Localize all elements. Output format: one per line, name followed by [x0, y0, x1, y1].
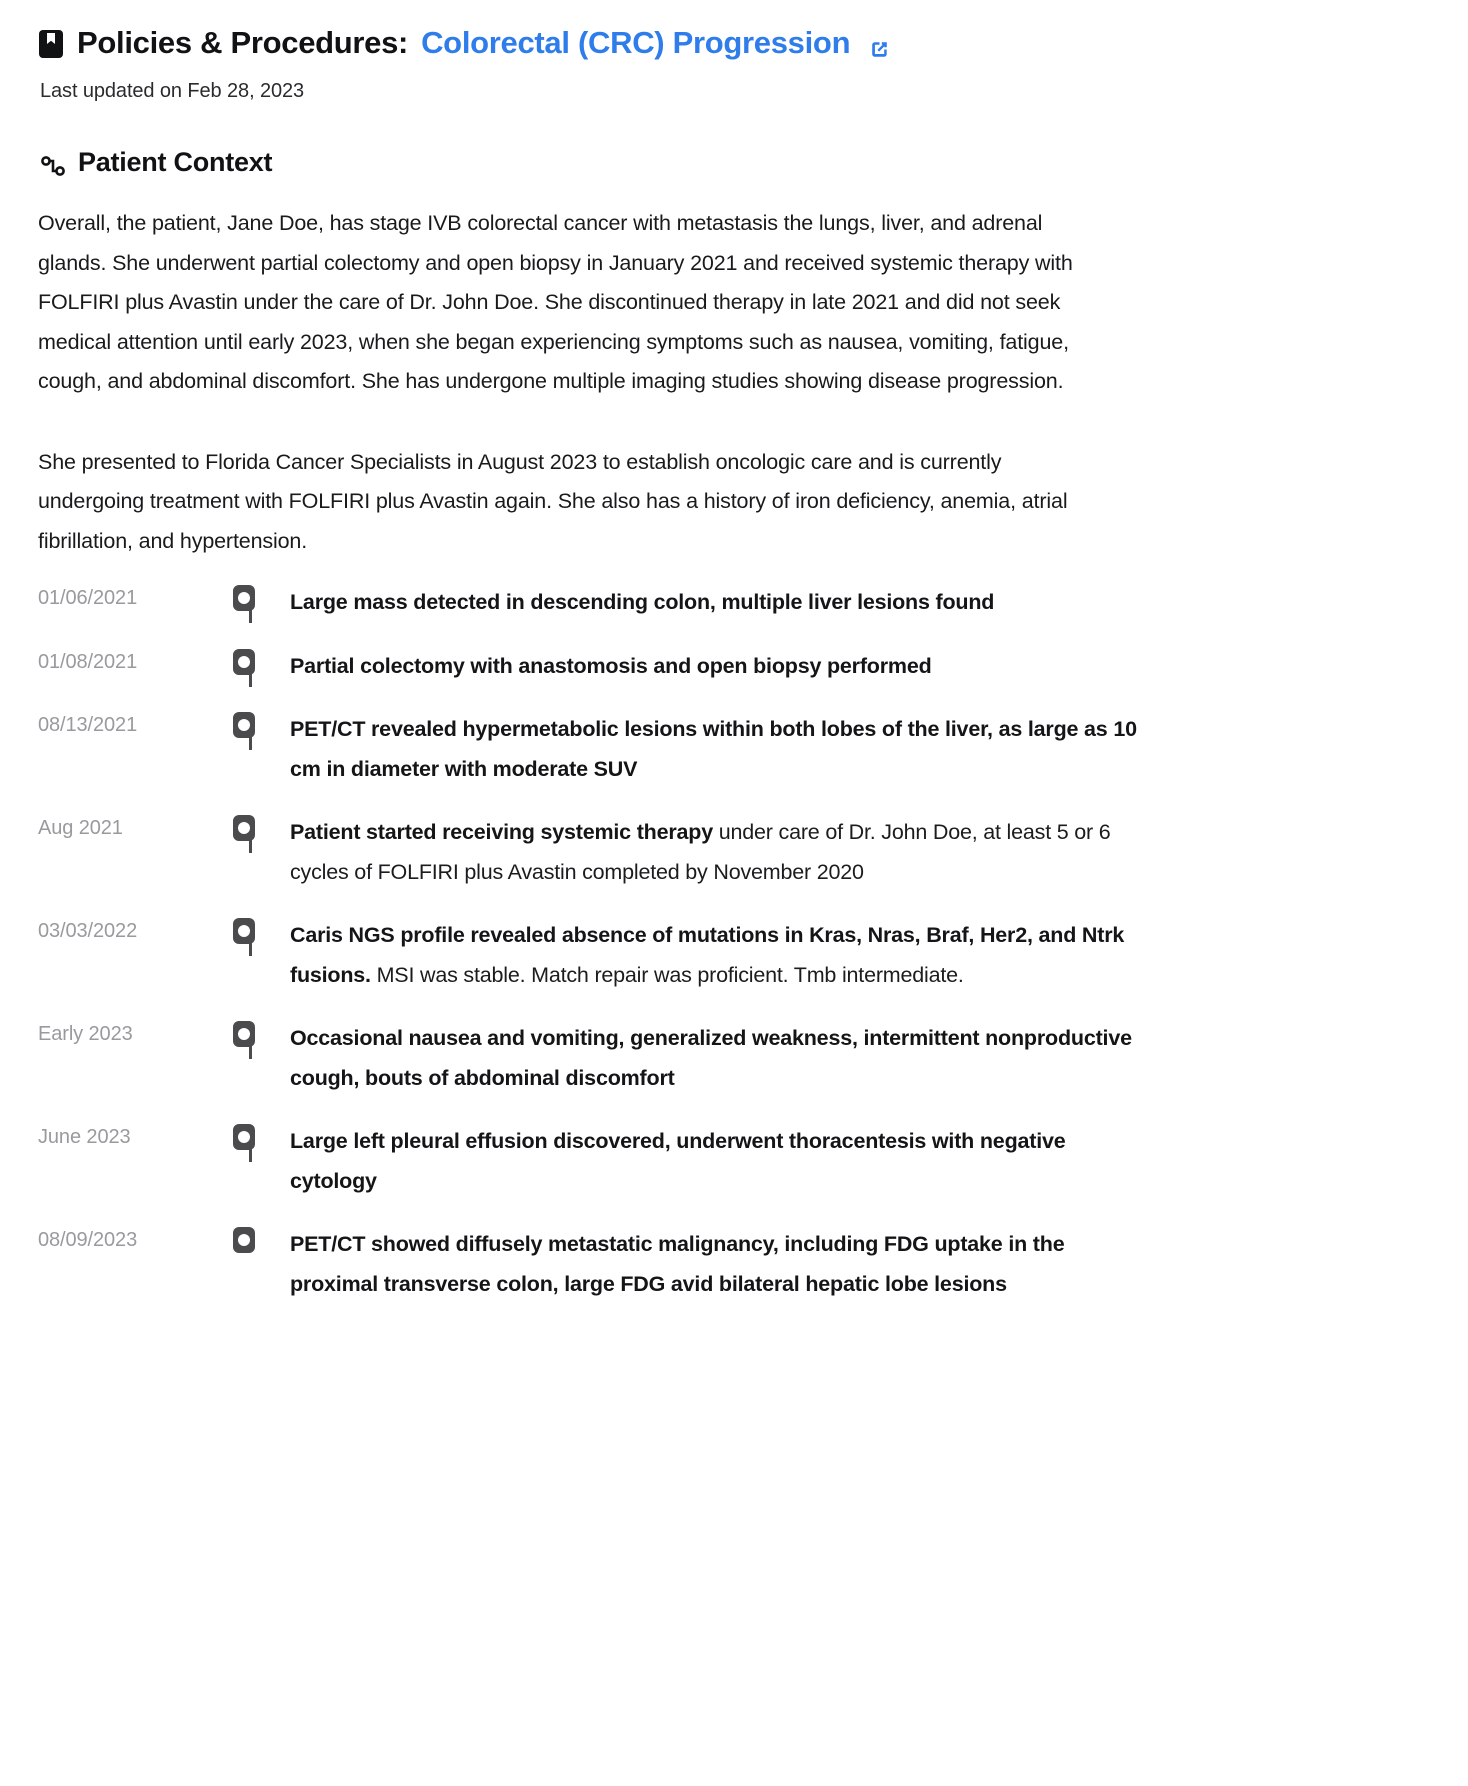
timeline-event-row — [38, 813, 1428, 916]
timeline-event-bold-text: Occasional nausea and vomiting, generalized weakness, intermittent nonproductive cough, bouts of abdominal discomfort — [290, 1026, 1132, 1090]
timeline-event-content — [290, 583, 1140, 647]
timeline-marker-column — [233, 583, 290, 611]
timeline-event-content — [290, 813, 1140, 916]
timeline-event-content — [290, 710, 1140, 813]
section-heading-patient-context — [40, 147, 1428, 178]
timeline-event-content — [290, 1225, 1140, 1328]
paragraph-block-1 — [38, 204, 1428, 402]
timeline-event-content — [290, 1122, 1140, 1225]
timeline-node-icon[interactable] — [233, 649, 255, 675]
timeline-event-bold-text: PET/CT revealed hypermetabolic lesions within both lobes of the liver, as large as 10 cm in diameter with moderate SUV — [290, 717, 1137, 781]
timeline-marker-column — [233, 916, 290, 944]
paragraph-block-2 — [38, 443, 1428, 562]
timeline-event-date: Early 2023 — [38, 1023, 133, 1046]
timeline-marker-column — [233, 1122, 290, 1150]
timeline-node-icon[interactable] — [233, 712, 255, 738]
timeline-event-date: Aug 2021 — [38, 817, 123, 840]
timeline-event-bold-text: Caris NGS profile revealed absence of mutations in Kras, Nras, Braf, Her2, and Ntrk fusions. — [290, 923, 1125, 987]
last-updated-text: Last updated on Feb 28, 2023 — [40, 80, 305, 103]
timeline-event-bold-text: Large left pleural effusion discovered, underwent thoracentesis with negative cytology — [290, 1129, 1066, 1193]
timeline-event-date: June 2023 — [38, 1126, 131, 1149]
paragraph-overview: Overall, the patient, Jane Doe, has stage IVB colorectal cancer with metastasis the lungs, liver, and adrenal glands. She underwent partial colectomy and open biopsy in January 2021 and received systemic therapy with FOLFIRI plus Avastin under the care of Dr. John Doe. She discontinued therapy in late 2021 and did not seek medical attention until early 2023, when she began experiencing symptoms such as nausea, vomiting, fatigue, cough, and abdominal discomfort. She has undergone multiple imaging studies showing disease progression. — [38, 211, 1073, 394]
timeline-event-row — [38, 583, 1428, 647]
timeline-event-bold-text: Large mass detected in descending colon, multiple liver lesions found — [290, 590, 995, 615]
timeline-event-content — [290, 916, 1140, 1019]
timeline-event-normal-text: MSI was stable. Match repair was proficient. Tmb intermediate. — [370, 962, 964, 987]
timeline-node-icon[interactable] — [233, 1227, 255, 1253]
clinical-timeline — [38, 583, 1428, 1328]
page-title — [38, 24, 1428, 61]
timeline-node-icon[interactable] — [233, 918, 255, 944]
timeline-event-content — [290, 647, 1140, 711]
external-link-icon[interactable] — [867, 33, 892, 58]
timeline-event-date: 08/13/2021 — [38, 714, 138, 737]
timeline-event-row — [38, 710, 1428, 813]
timeline-event-date: 01/08/2021 — [38, 650, 138, 673]
timeline-event-bold-text: PET/CT showed diffusely metastatic malignancy, including FDG uptake in the proximal transverse colon, large FDG avid bilateral hepatic lobe lesions — [290, 1232, 1065, 1296]
timeline-node-icon[interactable] — [233, 1021, 255, 1047]
title-link[interactable]: Colorectal (CRC) Progression — [421, 25, 851, 60]
timeline-event-date: 03/03/2022 — [38, 920, 138, 943]
timeline-event-bold-text: Patient started receiving systemic therapy — [290, 820, 713, 845]
paragraph-current-care: She presented to Florida Cancer Specialists in August 2023 to establish oncologic care and is currently undergoing treatment with FOLFIRI plus Avastin again. She also has a history of iron deficiency, anemia, atrial fibrillation, and hypertension. — [38, 449, 1068, 553]
section-heading-label: Patient Context — [78, 147, 273, 178]
timeline-marker-column — [233, 710, 290, 738]
timeline-marker-column — [233, 1225, 290, 1253]
timeline-event-row — [38, 1122, 1428, 1225]
timeline-marker-column — [233, 813, 290, 841]
timeline-event-bold-text: Partial colectomy with anastomosis and open biopsy performed — [290, 653, 932, 678]
timeline-event-content — [290, 1019, 1140, 1122]
timeline-event-row — [38, 647, 1428, 711]
timeline-event-date: 01/06/2021 — [38, 587, 138, 610]
title-prefix: Policies & Procedures: — [77, 25, 409, 60]
timeline-event-row — [38, 1019, 1428, 1122]
timeline-marker-column — [233, 1019, 290, 1047]
node-graph-icon — [40, 152, 66, 178]
timeline-node-icon[interactable] — [233, 815, 255, 841]
timeline-node-icon[interactable] — [233, 585, 255, 611]
timeline-marker-column — [233, 647, 290, 675]
timeline-event-row — [38, 916, 1428, 1019]
book-icon — [38, 29, 64, 59]
timeline-event-date: 08/09/2023 — [38, 1229, 138, 1252]
timeline-event-row — [38, 1225, 1428, 1328]
timeline-event-normal-text: under care of Dr. John Doe, at least 5 or 6 cycles of FOLFIRI plus Avastin completed by November 2020 — [290, 820, 1111, 884]
timeline-node-icon[interactable] — [233, 1124, 255, 1150]
